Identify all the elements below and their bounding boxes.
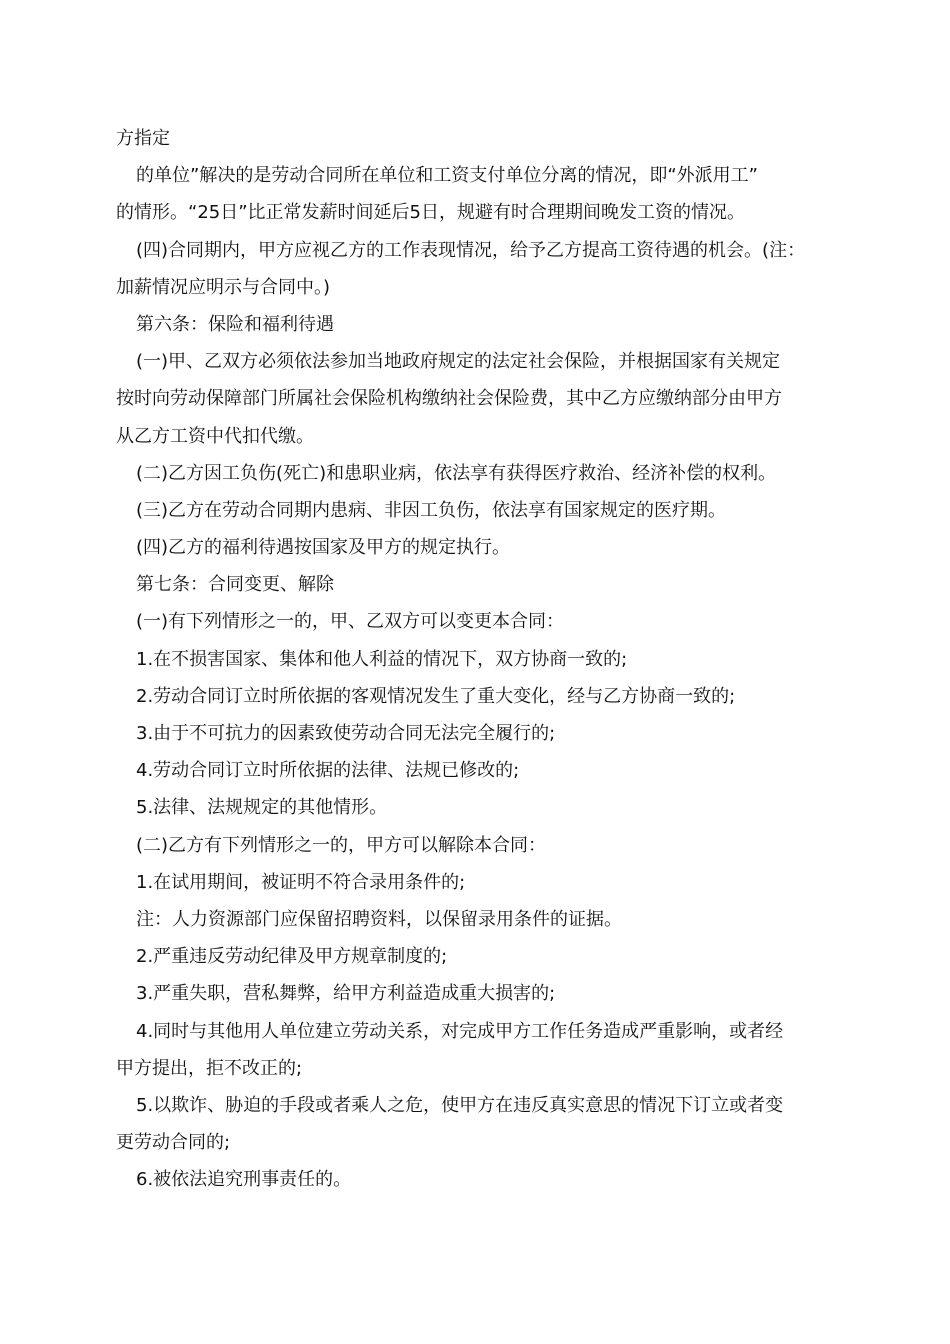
section-heading-article-7: 第七条：合同变更、解除 xyxy=(136,574,334,596)
list-item: 2.严重违反劳动纪律及甲方规章制度的; xyxy=(136,946,448,968)
text-line: 甲方提出，拒不改正的; xyxy=(116,1057,303,1079)
text-line: 更劳动合同的; xyxy=(116,1132,231,1154)
list-item: 6.被依法追究刑事责任的。 xyxy=(136,1169,352,1191)
text-line: 加薪情况应明示与合同中。) xyxy=(116,276,331,298)
note-line: 注：人力资源部门应保留招聘资料，以保留录用条件的证据。 xyxy=(136,908,622,930)
text-line: 按时向劳动保障部门所属社会保险机构缴纳社会保险费，其中乙方应缴纳部分由甲方 xyxy=(116,388,782,410)
text-line: 从乙方工资中代扣代缴。 xyxy=(116,425,314,447)
text-line: (二)乙方有下列情形之一的，甲方可以解除本合同： xyxy=(136,834,547,856)
list-item: 1.在试用期间，被证明不符合录用条件的; xyxy=(136,871,466,893)
list-item: 4.劳动合同订立时所依据的法律、法规已修改的; xyxy=(136,760,520,782)
text-line: 方指定 xyxy=(116,128,170,149)
text-line: (一)有下列情形之一的，甲、乙双方可以变更本合同： xyxy=(136,611,565,633)
text-line: (三)乙方在劳动合同期内患病、非因工负伤，依法享有国家规定的医疗期。 xyxy=(136,499,727,521)
list-item: 2.劳动合同订立时所依据的客观情况发生了重大变化，经与乙方协商一致的; xyxy=(136,685,736,707)
section-heading-article-6: 第六条：保险和福利待遇 xyxy=(136,313,334,335)
document-body xyxy=(116,120,856,1198)
list-item: 3.由于不可抗力的因素致使劳动合同无法完全履行的; xyxy=(136,723,556,744)
text-line: 的单位”解决的是劳动合同所在单位和工资支付单位分离的情况，即“外派用工” xyxy=(136,165,758,187)
list-item: 5.以欺诈、胁迫的手段或者乘人之危，使甲方在违反真实意思的情况下订立或者变 xyxy=(136,1094,784,1116)
list-item: 3.严重失职，营私舞弊，给甲方利益造成重大损害的; xyxy=(136,983,556,1005)
text-line: (四)合同期内，甲方应视乙方的工作表现情况，给予乙方提高工资待遇的机会。(注： xyxy=(136,239,806,261)
text-line: (一)甲、乙双方必须依法参加当地政府规定的法定社会保险，并根据国家有关规定 xyxy=(136,351,781,373)
list-item: 5.法律、法规规定的其他情形。 xyxy=(136,797,388,819)
text-line: (二)乙方因工负伤(死亡)和患职业病，依法享有获得医疗救治、经济补偿的权利。 xyxy=(136,462,777,484)
text-line: (四)乙方的福利待遇按国家及甲方的规定执行。 xyxy=(136,537,511,559)
list-item: 1.在不损害国家、集体和他人利益的情况下，双方协商一致的; xyxy=(136,648,628,670)
text-line: 的情形。“25日”比正常发薪时间延后5日，规避有时合理期间晚发工资的情况。 xyxy=(116,202,746,224)
list-item: 4.同时与其他用人单位建立劳动关系，对完成甲方工作任务造成严重影响，或者经 xyxy=(136,1020,784,1042)
